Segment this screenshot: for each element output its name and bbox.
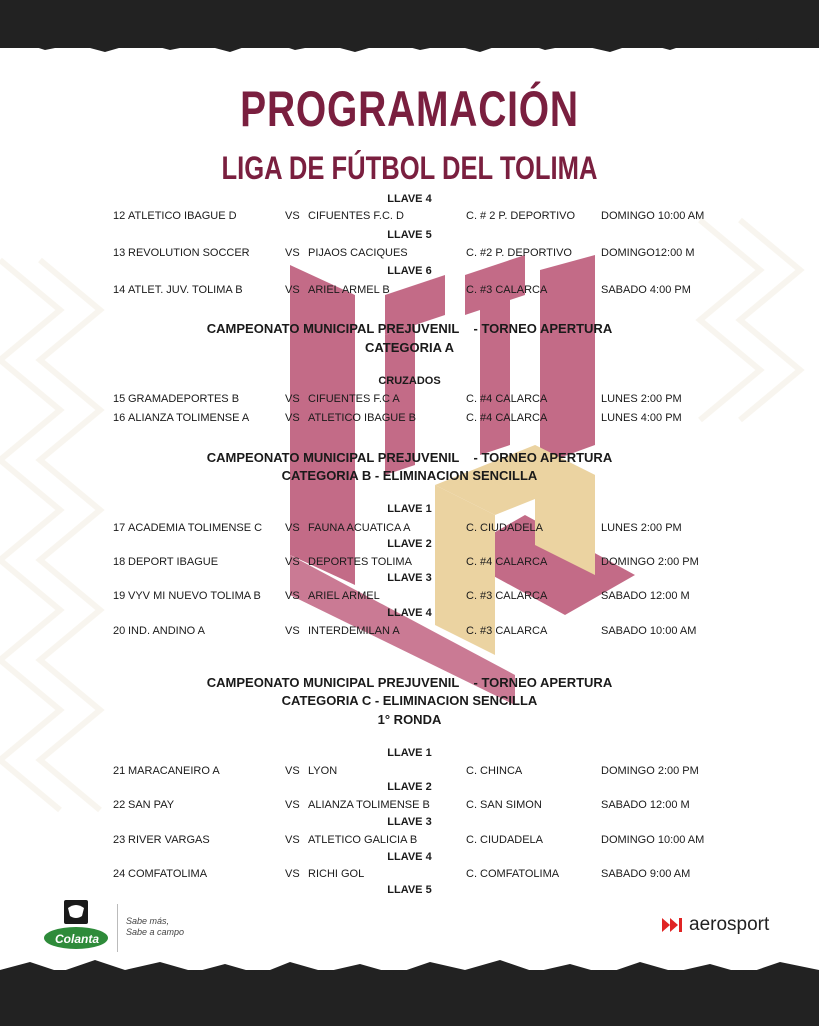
home-team: ACADEMIA TOLIMENSE C bbox=[128, 522, 263, 534]
home-team: DEPORT IBAGUE bbox=[128, 556, 219, 568]
venue: C. #4 CALARCA bbox=[466, 393, 548, 405]
match-row bbox=[0, 834, 819, 848]
home-team: GRAMADEPORTES B bbox=[128, 393, 240, 405]
match-number: 15 bbox=[113, 393, 126, 405]
match-time: DOMINGO 10:00 AM bbox=[601, 834, 705, 846]
llave-label: LLAVE 1 bbox=[387, 747, 432, 759]
match-row bbox=[0, 247, 819, 261]
match-number: 20 bbox=[113, 625, 126, 637]
match-number: 16 bbox=[113, 412, 126, 424]
match-row bbox=[0, 590, 819, 604]
cruzados-label: CRUZADOS bbox=[378, 375, 441, 387]
match-time: SABADO 9:00 AM bbox=[601, 868, 691, 880]
venue: C. COMFATOLIMA bbox=[466, 868, 560, 880]
match-time: DOMINGO 2:00 PM bbox=[601, 765, 699, 777]
llave-label: LLAVE 4 bbox=[387, 607, 432, 619]
vs-label: VS bbox=[285, 590, 300, 602]
away-team: ATLETICO GALICIA B bbox=[308, 834, 418, 846]
match-row bbox=[0, 210, 819, 224]
section-heading: CAMPEONATO MUNICIPAL PREJUVENIL - TORNEO APERTURA bbox=[206, 321, 613, 336]
match-time: SABADO 4:00 PM bbox=[601, 284, 691, 296]
page-subtitle: LIGA DE FÚTBOL DEL TOLIMA bbox=[221, 150, 598, 186]
vs-label: VS bbox=[285, 799, 300, 811]
vs-label: VS bbox=[285, 522, 300, 534]
fast-forward-icon bbox=[662, 918, 686, 932]
match-time: LUNES 2:00 PM bbox=[601, 393, 682, 405]
vs-label: VS bbox=[285, 247, 300, 259]
top-torn-band bbox=[0, 0, 819, 48]
match-row bbox=[0, 284, 819, 298]
llave-label: LLAVE 1 bbox=[387, 503, 432, 515]
llave-label: LLAVE 4 bbox=[387, 193, 432, 205]
home-team: VYV MI NUEVO TOLIMA B bbox=[128, 590, 261, 602]
home-team: ATLETICO IBAGUE D bbox=[128, 210, 237, 222]
away-team: ATLETICO IBAGUE B bbox=[308, 412, 416, 424]
section-heading: CAMPEONATO MUNICIPAL PREJUVENIL - TORNEO APERTURA bbox=[206, 675, 613, 690]
llave-label: LLAVE 2 bbox=[387, 538, 432, 550]
page-title: PROGRAMACIÓN bbox=[240, 81, 579, 137]
vs-label: VS bbox=[285, 556, 300, 568]
match-number: 18 bbox=[113, 556, 126, 568]
footer-separator bbox=[117, 904, 118, 952]
home-team: ATLET. JUV. TOLIMA B bbox=[128, 284, 243, 296]
vs-label: VS bbox=[285, 284, 300, 296]
colanta-slogan bbox=[126, 916, 184, 938]
slogan-line-2: Sabe a campo bbox=[126, 927, 185, 937]
section-category: CATEGORIA A bbox=[364, 340, 455, 355]
llave-label: LLAVE 2 bbox=[387, 781, 432, 793]
bottom-torn-band bbox=[0, 970, 819, 1024]
home-team: COMFATOLIMA bbox=[128, 868, 208, 880]
match-number: 22 bbox=[113, 799, 126, 811]
away-team: DEPORTES TOLIMA bbox=[308, 556, 412, 568]
vs-label: VS bbox=[285, 625, 300, 637]
vs-label: VS bbox=[285, 393, 300, 405]
match-number: 12 bbox=[113, 210, 126, 222]
away-team: CIFUENTES F.C. D bbox=[308, 210, 404, 222]
venue: C. CIUDADELA bbox=[466, 522, 544, 534]
away-team: ARIEL ARMEL B bbox=[308, 284, 390, 296]
aerosport-text: aerosport bbox=[689, 914, 770, 935]
section-category: CATEGORIA C - ELIMINACION SENCILLA bbox=[281, 693, 538, 708]
match-time: DOMINGO 10:00 AM bbox=[601, 210, 705, 222]
match-number: 17 bbox=[113, 522, 126, 534]
venue: C. # 2 P. DEPORTIVO bbox=[466, 210, 576, 222]
match-number: 19 bbox=[113, 590, 126, 602]
vs-label: VS bbox=[285, 765, 300, 777]
away-team: FAUNA ACUATICA A bbox=[308, 522, 411, 534]
venue: C. #3 CALARCA bbox=[466, 590, 548, 602]
home-team: REVOLUTION SOCCER bbox=[128, 247, 250, 259]
llave-label: LLAVE 3 bbox=[387, 572, 432, 584]
section-category: CATEGORIA B - ELIMINACION SENCILLA bbox=[281, 468, 538, 483]
vs-label: VS bbox=[285, 412, 300, 424]
section-round: 1° RONDA bbox=[377, 712, 442, 727]
home-team: RIVER VARGAS bbox=[128, 834, 210, 846]
match-row bbox=[0, 765, 819, 779]
match-number: 14 bbox=[113, 284, 126, 296]
home-team: SAN PAY bbox=[128, 799, 175, 811]
match-number: 23 bbox=[113, 834, 126, 846]
venue: C. CHINCA bbox=[466, 765, 523, 777]
match-number: 13 bbox=[113, 247, 126, 259]
match-time: DOMINGO 2:00 PM bbox=[601, 556, 699, 568]
match-row bbox=[0, 393, 819, 407]
match-time: SABADO 12:00 M bbox=[601, 799, 690, 811]
away-team: ARIEL ARMEL bbox=[308, 590, 380, 602]
vs-label: VS bbox=[285, 834, 300, 846]
venue: C. CIUDADELA bbox=[466, 834, 544, 846]
venue: C. SAN SIMON bbox=[466, 799, 542, 811]
colanta-brand-text: Colanta bbox=[54, 932, 99, 946]
llave-label: LLAVE 3 bbox=[387, 816, 432, 828]
away-team: CIFUENTES F.C A bbox=[308, 393, 400, 405]
venue: C. #2 P. DEPORTIVO bbox=[466, 247, 572, 259]
venue: C. #4 CALARCA bbox=[466, 412, 548, 424]
match-number: 24 bbox=[113, 868, 126, 880]
venue: C. #3 CALARCA bbox=[466, 625, 548, 637]
colanta-logo bbox=[44, 900, 110, 955]
match-time: LUNES 4:00 PM bbox=[601, 412, 682, 424]
away-team: INTERDEMILAN A bbox=[308, 625, 400, 637]
section-heading: CAMPEONATO MUNICIPAL PREJUVENIL - TORNEO APERTURA bbox=[206, 450, 613, 465]
away-team: RICHI GOL bbox=[308, 868, 365, 880]
match-row bbox=[0, 799, 819, 813]
match-time: SABADO 10:00 AM bbox=[601, 625, 697, 637]
llave-label: LLAVE 5 bbox=[387, 884, 432, 896]
home-team: ALIANZA TOLIMENSE A bbox=[128, 412, 250, 424]
home-team: MARACANEIRO A bbox=[128, 765, 220, 777]
llave-label: LLAVE 5 bbox=[387, 229, 432, 241]
venue: C. #3 CALARCA bbox=[466, 284, 548, 296]
match-row bbox=[0, 412, 819, 426]
match-time: DOMINGO12:00 M bbox=[601, 247, 695, 259]
match-time: SABADO 12:00 M bbox=[601, 590, 690, 602]
away-team: ALIANZA TOLIMENSE B bbox=[308, 799, 430, 811]
match-row bbox=[0, 868, 819, 882]
vs-label: VS bbox=[285, 210, 300, 222]
aerosport-logo bbox=[662, 914, 769, 936]
away-team: LYON bbox=[308, 765, 338, 777]
home-team: IND. ANDINO A bbox=[128, 625, 206, 637]
vs-label: VS bbox=[285, 868, 300, 880]
match-time: LUNES 2:00 PM bbox=[601, 522, 682, 534]
match-row bbox=[0, 625, 819, 639]
match-row bbox=[0, 522, 819, 536]
venue: C. #4 CALARCA bbox=[466, 556, 548, 568]
match-number: 21 bbox=[113, 765, 126, 777]
llave-label: LLAVE 4 bbox=[387, 851, 432, 863]
away-team: PIJAOS CACIQUES bbox=[308, 247, 408, 259]
slogan-line-1: Sabe más, bbox=[126, 916, 170, 926]
match-row bbox=[0, 556, 819, 570]
llave-label: LLAVE 6 bbox=[387, 265, 432, 277]
